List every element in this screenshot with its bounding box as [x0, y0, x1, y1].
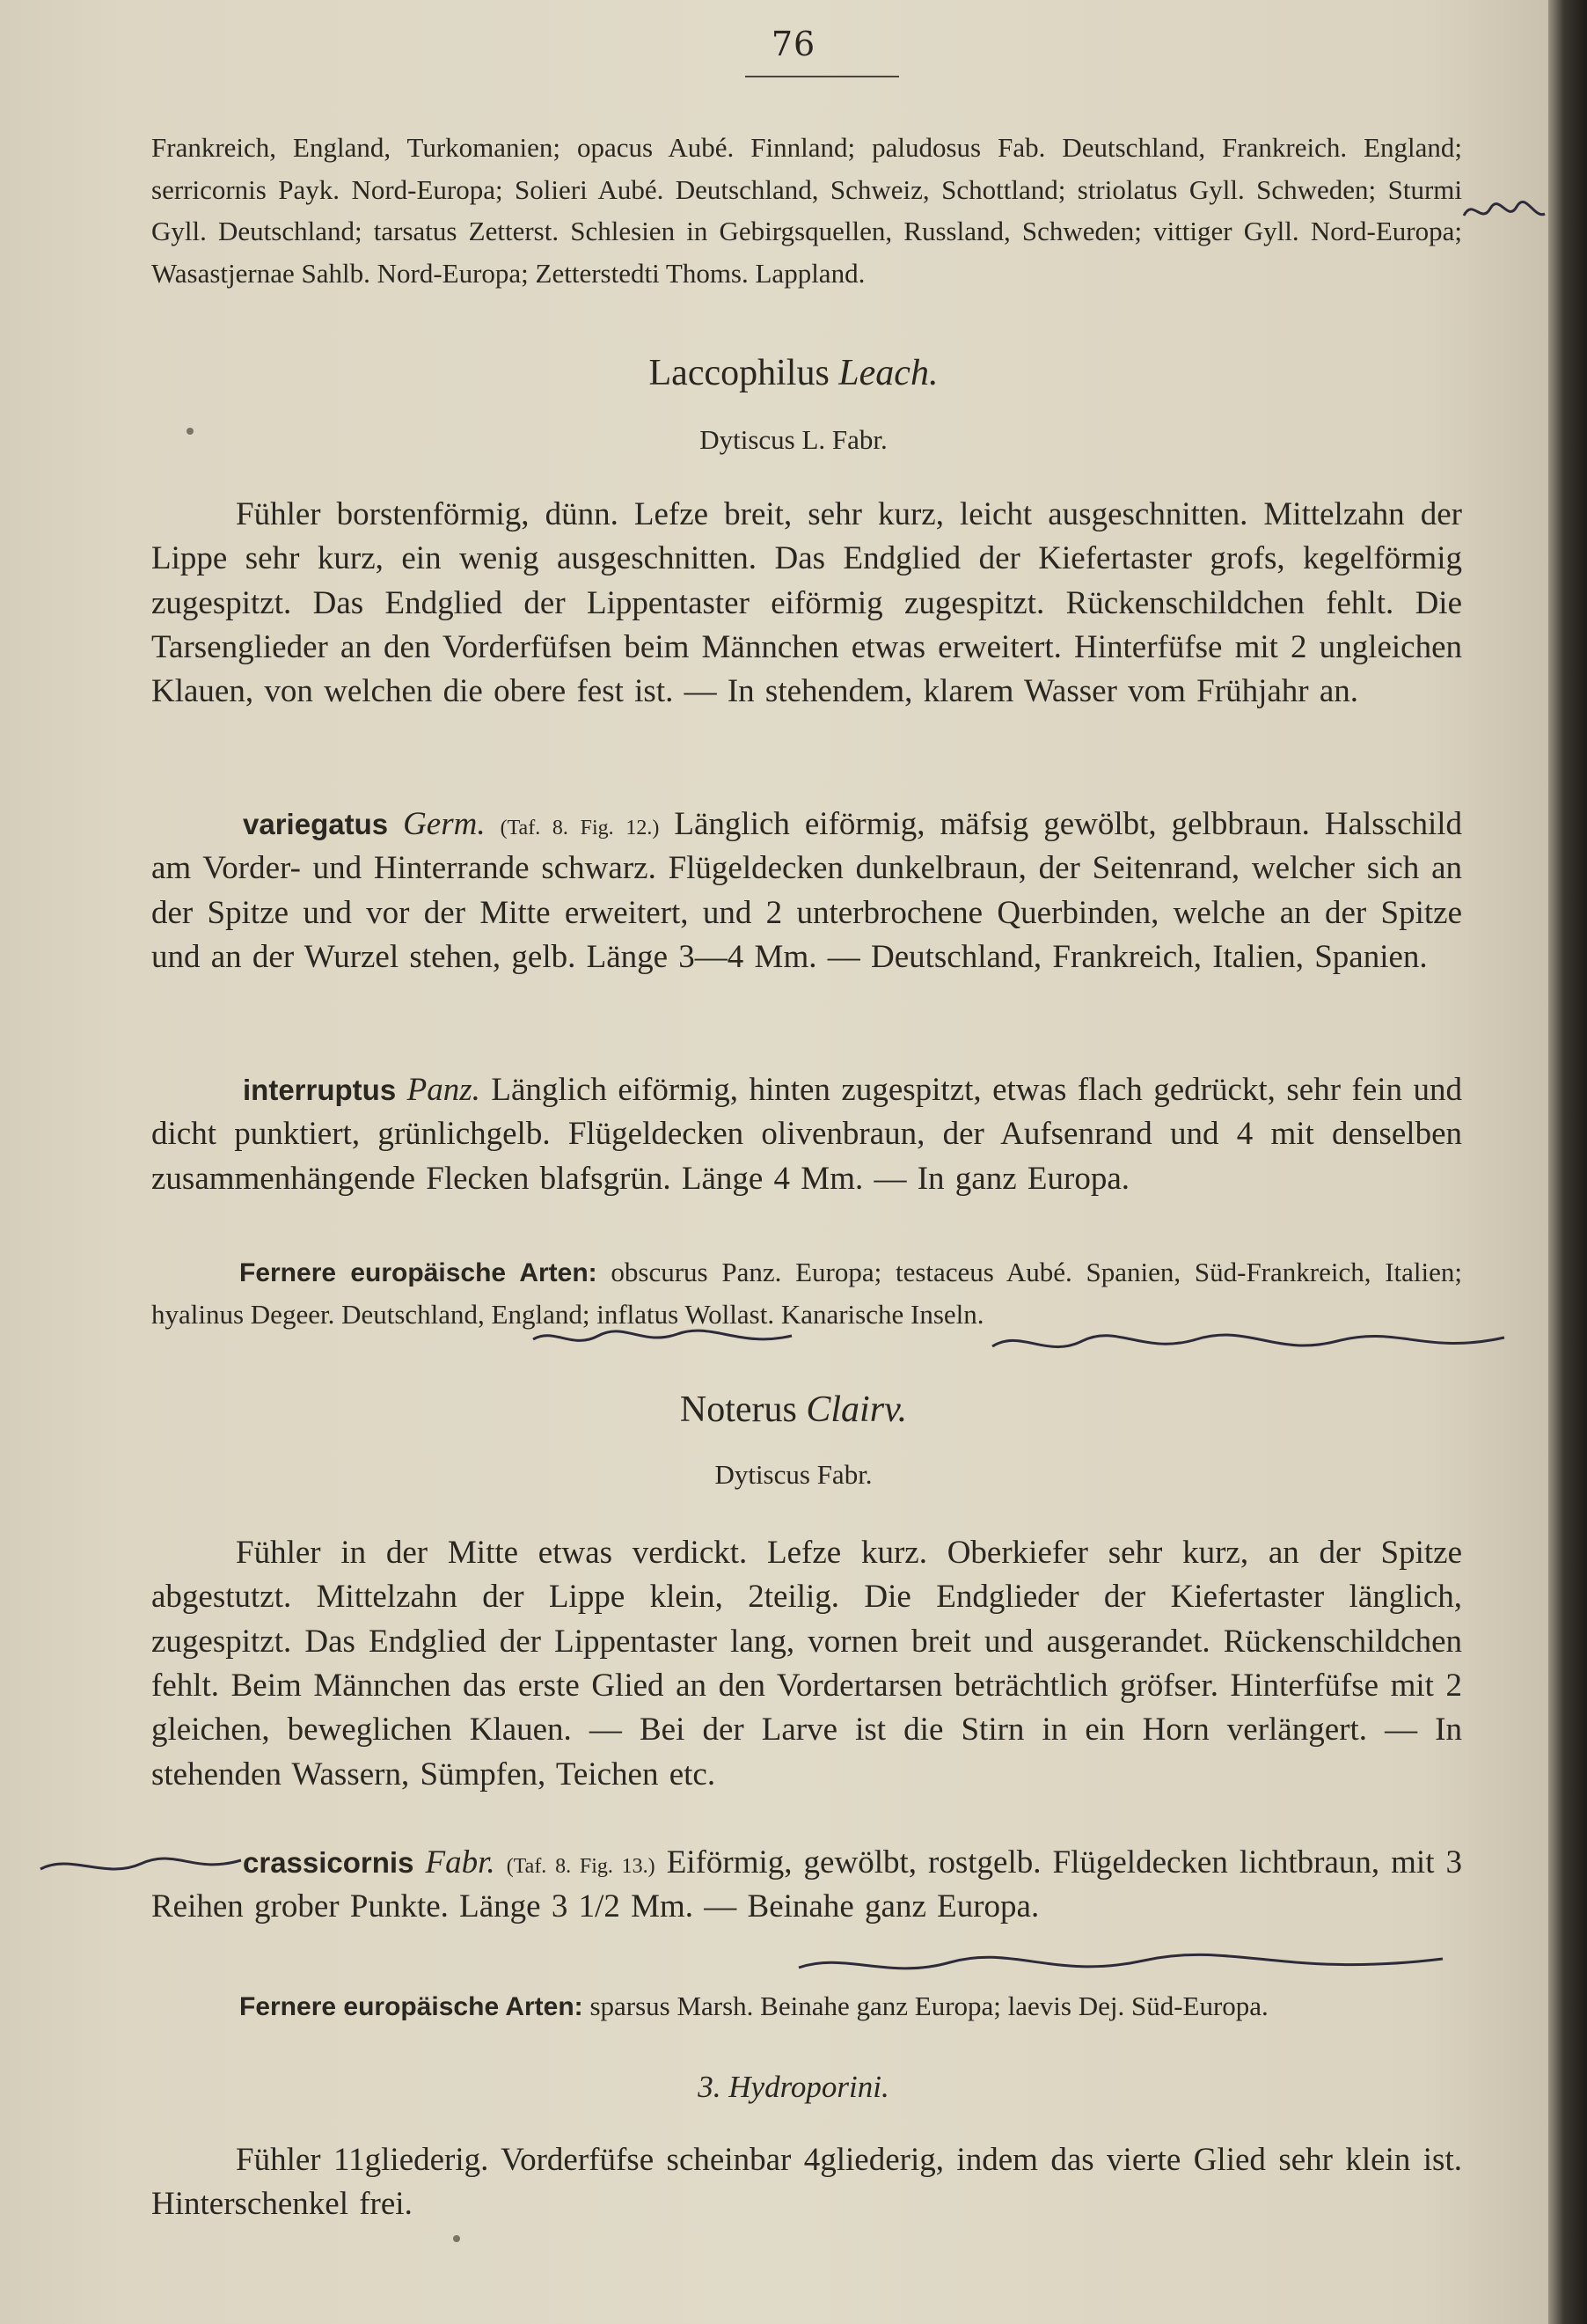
species-description: Länglich eiförmig, hinten zugespitzt, etwas flach gedrückt, sehr fein und dicht punktiert, grünlichgelb. Flügeldecken olivenbraun, der Aufsenrand und 4 mit denselben zusammenhängende Flecken blafsgrün. Länge 4 Mm. — In ganz Europa. — [151, 1072, 1463, 1197]
page-number-rule — [745, 76, 899, 77]
section-heading: 3. Hydroporini. — [698, 2070, 889, 2104]
page-number: 76 — [771, 25, 816, 63]
genus-heading-laccophilus — [0, 352, 1587, 394]
handwritten-note-2 — [985, 1320, 1513, 1373]
margin-ink-note — [1460, 189, 1548, 233]
book-binding-edge — [1548, 0, 1587, 2324]
plate-reference: (Taf. 8. Fig. 12.) — [500, 817, 660, 839]
species-name: crassicornis — [243, 1846, 414, 1879]
handwritten-note-1 — [528, 1320, 809, 1355]
species-entry-interruptus — [151, 1068, 1462, 1201]
handwritten-note-3 — [35, 1848, 246, 1883]
genus-author: Clairv. — [806, 1389, 908, 1430]
genus-name: Laccophilus — [648, 353, 830, 393]
genus-heading-noterus — [0, 1389, 1587, 1431]
pencil-dot — [453, 2235, 460, 2242]
species-description: Eiförmig, gewölbt, rostgelb. Flügeldecken lichtbraun, mit 3 Reihen grober Punkte. Länge 3 1/2 Mm. — Beinahe ganz Europa. — [151, 1844, 1463, 1925]
further-label: Fernere europäische Arten: — [239, 1992, 583, 2021]
species-name: interruptus — [243, 1074, 397, 1106]
further-text: obscurus Panz. Europa; testaceus Aubé. Spanien, Süd-Frankreich, Italien; hyalinus Degeer. Deutschland, England; inflatus Wollast. Kanarische Inseln. — [151, 1257, 1463, 1331]
species-author: Panz. — [406, 1072, 480, 1108]
further-label: Fernere europäische Arten: — [239, 1258, 597, 1287]
species-author: Fabr. — [425, 1844, 495, 1880]
species-name: variegatus — [243, 808, 389, 840]
further-text: sparsus Marsh. Beinahe ganz Europa; laevis Dej. Süd-Europa. — [589, 1990, 1269, 2021]
intro-paragraph: Frankreich, England, Turkomanien; opacus Aubé. Finnland; paludosus Fab. Deutschland, Frankreich. England; serricornis Payk. Nord-Europa; Solieri Aubé. Deutschland, Schweiz, Schottland; striolatus Gyll. Schweden; Sturmi Gyll. Deutschland; tarsatus Zetterst. Schlesien in Gebirgsquellen, Russland, Schweden; vittiger Gyll. Nord-Europa; Wasastjernae Sahlb. Nord-Europa; Zetterstedti Thoms. Lappland. — [151, 132, 1462, 290]
species-entry-variegatus — [151, 803, 1462, 979]
genus-name: Noterus — [679, 1389, 797, 1430]
genus-author: Leach. — [838, 353, 939, 393]
pencil-dot — [186, 428, 194, 435]
handwritten-note-4 — [792, 1945, 1460, 1989]
plate-reference: (Taf. 8. Fig. 13.) — [506, 1855, 655, 1878]
genus-synonym: Dytiscus Fabr. — [714, 1459, 873, 1490]
section-text: Fühler 11gliederig. Vorderfüfse scheinbar 4gliederig, indem das vierte Glied sehr klein ist. Hinterschenkel frei. — [151, 2142, 1462, 2223]
further-species-noterus — [151, 1985, 1462, 2027]
genus-description-noterus: Fühler in der Mitte etwas verdickt. Lefze kurz. Oberkiefer sehr kurz, an der Spitze abgestutzt. Mittelzahn der Lippe klein, 2teilig. Die Endglieder der Kiefertaster länglich, zugespitzt. Das Endglied der Lippentaster lang, vornen breit und ausgerandet. Rückenschildchen fehlt. Beim Männchen das erste Glied an den Vordertarsen beträchtlich gröfser. Hinterfüfse mit 2 gleichen, beweglichen Klauen. — Bei der Larve ist die Stirn in ein Horn verlängert. — In stehenden Wassern, Sümpfen, Teichen etc. — [151, 1535, 1462, 1792]
genus-synonym: Dytiscus L. Fabr. — [699, 424, 888, 455]
species-entry-crassicornis — [151, 1841, 1462, 1930]
species-author: Germ. — [403, 806, 486, 842]
genus-description-laccophilus: Fühler borstenförmig, dünn. Lefze breit, sehr kurz, leicht ausgeschnitten. Mittelzahn der Lippe sehr kurz, ein wenig ausgeschnitten. Das Endglied der Kiefertaster grofs, kegelförmig zugespitzt. Das Endglied der Lippentaster eiförmig zugespitzt. Rückenschildchen fehlt. Die Tarsenglieder an den Vorderfüfsen beim Männchen etwas erweitert. Hinterfüfse mit 2 ungleichen Klauen, von welchen die obere fest ist. — In stehendem, klarem Wasser vom Frühjahr an. — [151, 496, 1462, 710]
species-description: Länglich eiförmig, mäfsig gewölbt, gelbbraun. Halsschild am Vorder- und Hinterrande schwarz. Flügeldecken dunkelbraun, der Seitenrand, welcher sich an der Spitze und vor der Mitte erweitert, und 2 unterbrochene Querbinden, welche an der Spitze und an der Wurzel stehen, gelb. Länge 3—4 Mm. — Deutschland, Frankreich, Italien, Spanien. — [151, 806, 1463, 975]
